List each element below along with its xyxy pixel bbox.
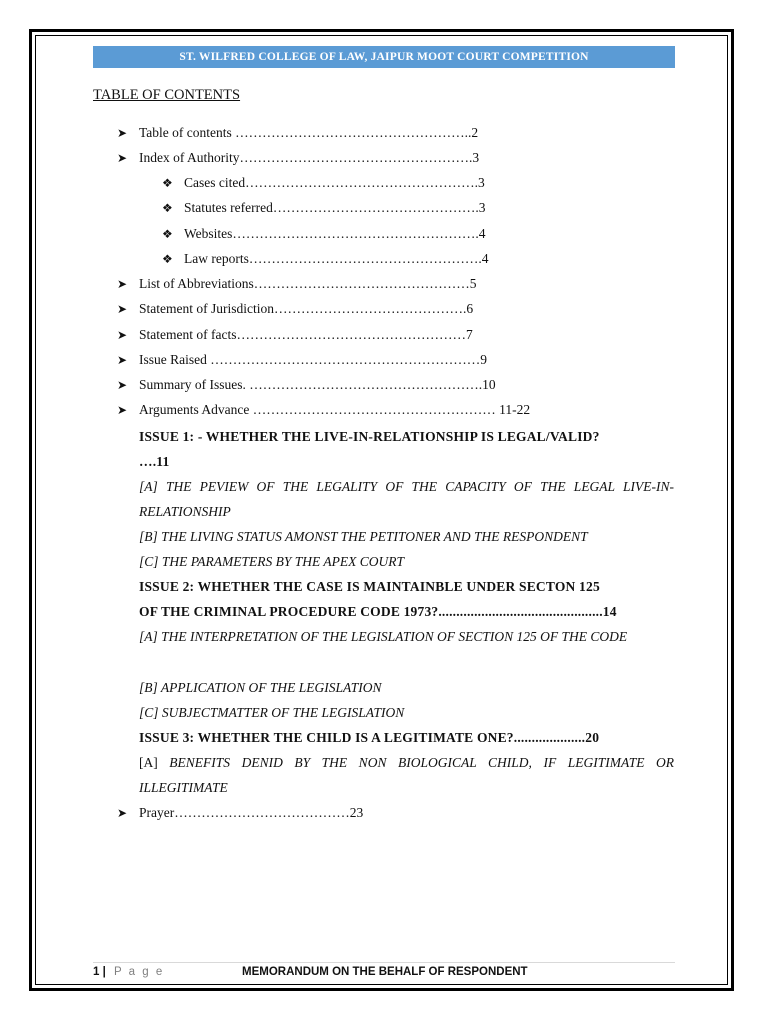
arrow-bullet-icon: ➤ — [117, 126, 128, 140]
page-number: 1 | — [93, 966, 106, 978]
issue-1-sub-c: [C] THE PARAMETERS BY THE APEX COURT — [139, 554, 405, 569]
college-banner: ST. WILFRED COLLEGE OF LAW, JAIPUR MOOT COURT COMPETITION — [93, 46, 675, 68]
toc-subitem-cases-cited: ❖ Cases cited…………………………………………….3 — [162, 175, 485, 190]
diamond-bullet-icon: ❖ — [162, 176, 173, 190]
toc-subitem-statutes-referred: ❖ Statutes referred……………………………………….3 — [162, 200, 486, 215]
toc-item-summary-of-issues: ➤ Summary of Issues. …………………………………………….10 — [117, 377, 496, 392]
toc-item-statement-of-jurisdiction: ➤ Statement of Jurisdiction…………………………………….6 — [117, 301, 474, 316]
issue-2-sub-b: [B] APPLICATION OF THE LEGISLATION — [139, 680, 382, 695]
toc-subitem-law-reports: ❖ Law reports…………………………………………….4 — [162, 251, 489, 266]
toc-item-table-of-contents: ➤ Table of contents ……………………………………………..2 — [117, 125, 479, 140]
issue-2-sub-c: [C] SUBJECTMATTER OF THE LEGISLATION — [139, 705, 405, 720]
toc-item-issue-raised: ➤ Issue Raised ……………………………………………………9 — [117, 352, 487, 367]
toc-item-list-of-abbreviations: ➤ List of Abbreviations…………………………………………5 — [117, 276, 477, 291]
issue-1-title: ISSUE 1: - WHETHER THE LIVE-IN-RELATIONSHIP IS LEGAL/VALID? ….11 — [139, 429, 600, 469]
issue-3-sub-a: [A] BENEFITS DENID BY THE NON BIOLOGICAL CHILD, IF LEGITIMATE OR ILLEGITIMATE — [139, 755, 675, 795]
arrow-bullet-icon: ➤ — [117, 353, 128, 367]
toc-item-prayer: ➤ Prayer…………………………………23 — [117, 805, 364, 820]
footer-memorandum: MEMORANDUM ON THE BEHALF OF RESPONDENT — [242, 966, 528, 978]
toc-item-statement-of-facts: ➤ Statement of facts……………………………………………7 — [117, 327, 473, 342]
issue-2-sub-a: [A] THE INTERPRETATION OF THE LEGISLATION OF SECTION 125 OF THE CODE — [139, 629, 628, 644]
toc-heading: TABLE OF CONTENTS — [93, 87, 241, 103]
arrow-bullet-icon: ➤ — [117, 302, 128, 316]
arrow-bullet-icon: ➤ — [117, 403, 128, 417]
issue-2-title: ISSUE 2: WHETHER THE CASE IS MAINTAINBLE UNDER SECTON 125 OF THE CRIMINAL PROCEDURE CODE 1973?..............................................14 — [139, 579, 617, 619]
toc-item-index-of-authority: ➤ Index of Authority…………………………………………….3 — [117, 150, 480, 165]
arrow-bullet-icon: ➤ — [117, 151, 128, 165]
issue-3-title: ISSUE 3: WHETHER THE CHILD IS A LEGITIMATE ONE?....................20 — [139, 730, 600, 745]
toc-subitem-websites: ❖ Websites……………………………………………….4 — [162, 226, 486, 241]
footer-divider — [93, 962, 675, 963]
issue-1-sub-b: [B] THE LIVING STATUS AMONST THE PETITONER AND THE RESPONDENT — [139, 529, 588, 544]
diamond-bullet-icon: ❖ — [162, 201, 173, 215]
diamond-bullet-icon: ❖ — [162, 252, 173, 266]
arrow-bullet-icon: ➤ — [117, 277, 128, 291]
page-label: P a g e — [114, 966, 165, 978]
diamond-bullet-icon: ❖ — [162, 227, 173, 241]
toc-item-arguments-advance: ➤ Arguments Advance ……………………………………………… 11-22 — [117, 402, 531, 417]
issue-1-sub-a: [A] THE PEVIEW OF THE LEGALITY OF THE CAPACITY OF THE LEGAL LIVE-IN-RELATIONSHIP — [139, 479, 674, 519]
arrow-bullet-icon: ➤ — [117, 806, 128, 820]
arrow-bullet-icon: ➤ — [117, 328, 128, 342]
arrow-bullet-icon: ➤ — [117, 378, 128, 392]
